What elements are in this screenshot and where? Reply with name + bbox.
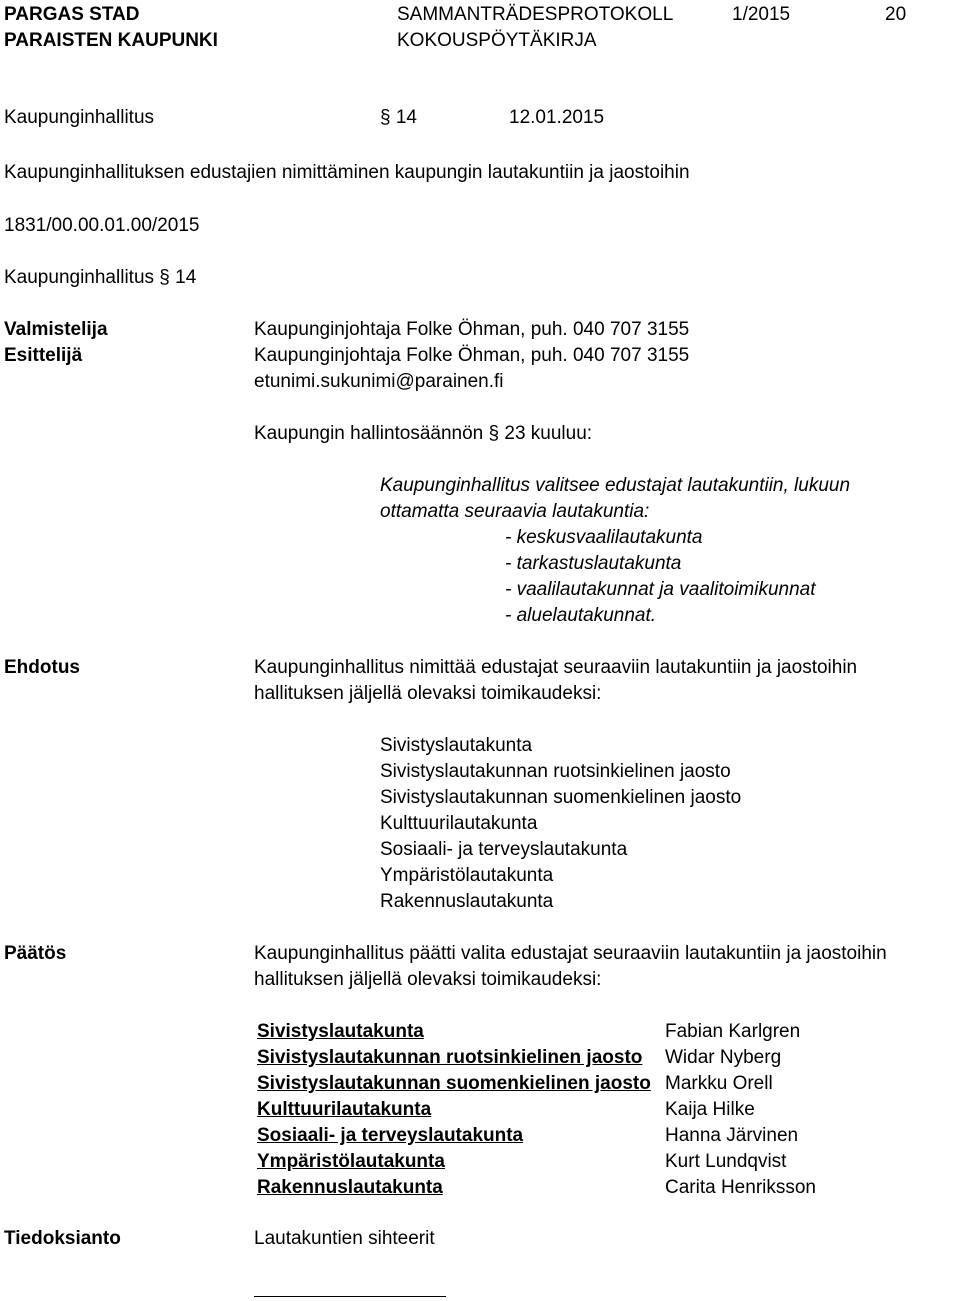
meeting-body: Kaupunginhallitus [4,107,155,128]
meeting-section: § 14 [380,107,417,128]
quote-line-1: Kaupunginhallitus valitsee edustajat lautakuntiin, lukuun [380,475,851,496]
presenter-label: Esittelijä [4,345,83,366]
decision-board: Sivistyslautakunta [257,1021,424,1042]
proposal-board: Sosiaali- ja terveyslautakunta [380,839,628,860]
decision-board: Kulttuurilautakunta [257,1099,432,1120]
presenter-email: etunimi.sukunimi@parainen.fi [254,371,504,392]
decision-board: Sosiaali- ja terveyslautakunta [257,1125,524,1146]
quote-item: - vaalilautakunnat ja vaalitoimikunnat [505,579,816,600]
presenter-value: Kaupunginjohtaja Folke Öhman, puh. 040 707 3155 [254,345,690,366]
decision-person: Hanna Järvinen [665,1125,799,1146]
proposal-board: Rakennuslautakunta [380,891,554,912]
decision-person: Widar Nyberg [665,1047,782,1068]
board-section: Kaupunginhallitus § 14 [4,267,197,288]
org-name-swedish: PARGAS STAD [4,4,140,25]
signature-line [254,1296,446,1297]
decision-board: Sivistyslautakunnan ruotsinkielinen jaosto [257,1047,643,1068]
quote-item: - tarkastuslautakunta [505,553,682,574]
item-title: Kaupunginhallituksen edustajien nimittäminen kaupungin lautakuntiin ja jaostoihin [4,162,690,183]
page-number: 20 [885,4,907,25]
proposal-board: Kulttuurilautakunta [380,813,538,834]
org-name-finnish: PARAISTEN KAUPUNKI [4,30,218,51]
decision-line-2: hallituksen jäljellä olevaksi toimikaudeksi: [254,969,602,990]
distribution-value: Lautakuntien sihteerit [254,1228,435,1249]
decision-person: Kaija Hilke [665,1099,755,1120]
proposal-board: Sivistyslautakunnan ruotsinkielinen jaosto [380,761,731,782]
decision-board: Rakennuslautakunta [257,1177,443,1198]
doc-type-finnish: KOKOUSPÖYTÄKIRJA [397,30,597,51]
meeting-date: 12.01.2015 [509,107,605,128]
decision-person: Carita Henriksson [665,1177,816,1198]
quote-line-2: ottamatta seuraavia lautakuntia: [380,501,650,522]
doc-type-swedish: SAMMANTRÄDESPROTOKOLL [397,4,674,25]
preparer-label: Valmistelija [4,319,108,340]
protocol-number: 1/2015 [732,4,791,25]
proposal-board: Sivistyslautakunnan suomenkielinen jaosto [380,787,742,808]
proposal-line-1: Kaupunginhallitus nimittää edustajat seuraaviin lautakuntiin ja jaostoihin [254,657,858,678]
decision-line-1: Kaupunginhallitus päätti valita edustajat seuraaviin lautakuntiin ja jaostoihin [254,943,887,964]
proposal-board: Sivistyslautakunta [380,735,533,756]
proposal-line-2: hallituksen jäljellä olevaksi toimikaudeksi: [254,683,602,704]
distribution-label: Tiedoksianto [4,1228,121,1249]
regulation-intro: Kaupungin hallintosäännön § 23 kuuluu: [254,423,593,444]
decision-board: Ympäristölautakunta [257,1151,445,1172]
decision-board: Sivistyslautakunnan suomenkielinen jaosto [257,1073,651,1094]
case-number: 1831/00.00.01.00/2015 [4,215,200,236]
quote-item: - keskusvaalilautakunta [505,527,703,548]
proposal-label: Ehdotus [4,657,80,678]
decision-person: Kurt Lundqvist [665,1151,787,1172]
decision-label: Päätös [4,943,67,964]
quote-item: - aluelautakunnat. [505,605,657,626]
decision-person: Markku Orell [665,1073,773,1094]
proposal-board: Ympäristölautakunta [380,865,554,886]
decision-person: Fabian Karlgren [665,1021,801,1042]
preparer-value: Kaupunginjohtaja Folke Öhman, puh. 040 707 3155 [254,319,690,340]
